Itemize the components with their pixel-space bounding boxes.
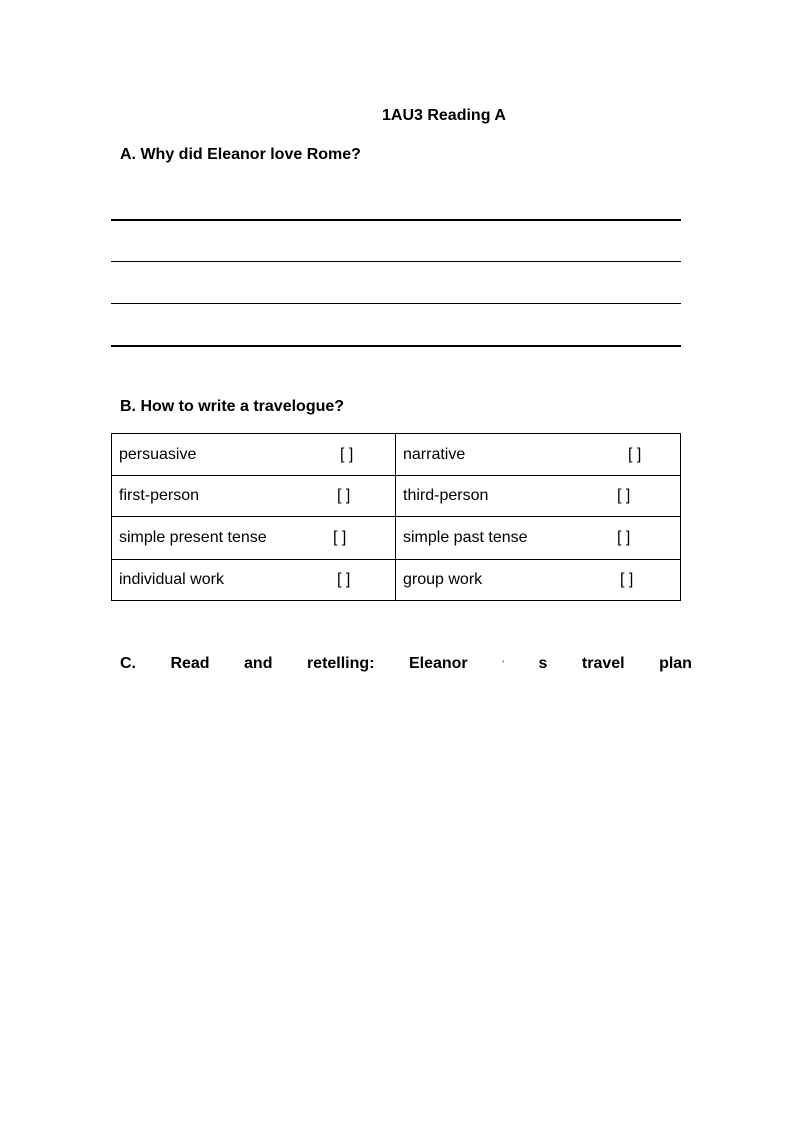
option-cell xyxy=(112,476,396,517)
section-c-word: s xyxy=(538,655,548,672)
option-label: narrative xyxy=(403,445,466,463)
option-cell xyxy=(396,517,681,560)
option-checkbox[interactable]: [ ] xyxy=(337,487,351,504)
option-label: simple present tense xyxy=(119,529,267,546)
option-cell xyxy=(112,517,396,560)
answer-line[interactable] xyxy=(111,345,681,347)
option-label: simple past tense xyxy=(403,529,528,546)
table-row xyxy=(112,434,681,476)
section-c-apostrophe: ’ xyxy=(502,659,505,669)
table-row xyxy=(112,476,681,517)
option-checkbox[interactable]: [ ] xyxy=(620,571,634,588)
option-cell xyxy=(396,434,681,476)
answer-line[interactable] xyxy=(111,219,681,221)
section-b-heading: B. How to write a travelogue? xyxy=(120,398,345,415)
option-cell xyxy=(396,560,681,601)
table-row xyxy=(112,560,681,601)
travelogue-options-table xyxy=(111,433,681,601)
option-cell xyxy=(396,476,681,517)
section-c-heading xyxy=(120,653,692,675)
section-c-word: C. xyxy=(120,655,136,672)
option-checkbox[interactable]: [ ] xyxy=(617,529,631,546)
option-label: persuasive xyxy=(119,445,197,463)
table-row xyxy=(112,517,681,560)
option-checkbox[interactable]: [ ] xyxy=(628,445,642,463)
option-checkbox[interactable]: [ ] xyxy=(617,487,631,504)
option-label: third-person xyxy=(403,487,489,504)
section-c-word: travel xyxy=(581,655,625,672)
option-checkbox[interactable]: [ ] xyxy=(340,445,354,463)
answer-line[interactable] xyxy=(111,303,681,304)
section-c-word: Eleanor xyxy=(408,655,468,672)
option-label: first-person xyxy=(119,487,200,504)
option-cell xyxy=(112,560,396,601)
answer-line[interactable] xyxy=(111,261,681,262)
section-c-word: retelling: xyxy=(306,655,375,672)
document-title: 1AU3 Reading A xyxy=(382,107,506,124)
section-a-heading: A. Why did Eleanor love Rome? xyxy=(120,146,361,163)
option-checkbox[interactable]: [ ] xyxy=(337,571,351,588)
option-label: individual work xyxy=(119,571,224,588)
section-c-word: plan xyxy=(659,655,692,672)
option-checkbox[interactable]: [ ] xyxy=(333,529,347,546)
option-label: group work xyxy=(403,571,483,588)
option-cell xyxy=(112,434,396,476)
section-c-word: Read xyxy=(170,655,210,672)
section-c-word: and xyxy=(244,655,273,672)
